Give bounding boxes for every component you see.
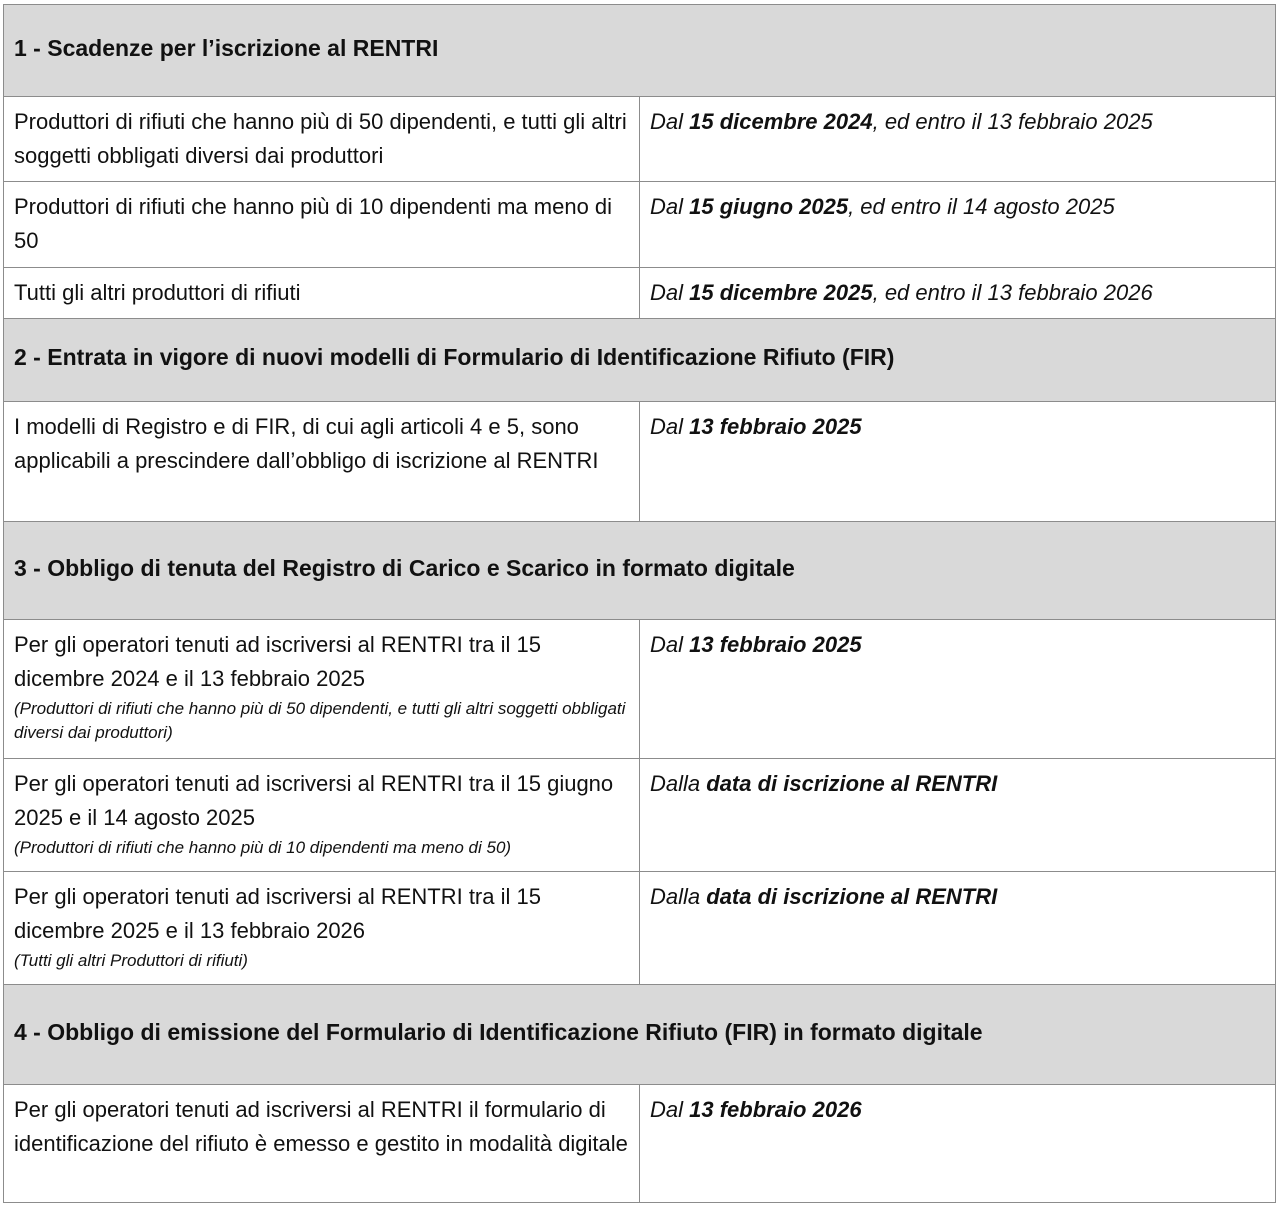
row-description: Tutti gli altri produttori di rifiuti [14,280,301,305]
table-row [4,268,1275,319]
row-date: Dal 15 dicembre 2024, ed entro il 13 febbraio 2025 [650,109,1153,134]
table-row [4,1085,1275,1202]
row-description: Per gli operatori tenuti ad iscriversi al RENTRI tra il 15 dicembre 2025 e il 13 febbraio 2026 (Tutti gli altri Produttori di rifiuti) [14,880,632,973]
row-description: Produttori di rifiuti che hanno più di 50 dipendenti, e tutti gli altri soggetti obbligati diversi dai produttori [14,109,627,168]
table-row [4,759,1275,872]
section-header [4,985,1275,1085]
row-date: Dal 13 febbraio 2025 [650,632,862,657]
row-date: Dal 13 febbraio 2026 [650,1097,862,1122]
row-description: Produttori di rifiuti che hanno più di 10 dipendenti ma meno di 50 [14,194,613,253]
section-title: 2 - Entrata in vigore di nuovi modelli di Formulario di Identificazione Rifiuto (FIR) [14,344,895,370]
row-note: (Produttori di rifiuti che hanno più di 50 dipendenti, e tutti gli altri soggetti obbligati diversi dai produttori) [14,699,626,742]
table-row [4,620,1275,759]
section-title: 1 - Scadenze per l’iscrizione al RENTRI [14,35,439,61]
row-description: Per gli operatori tenuti ad iscriversi al RENTRI il formulario di identificazione del rifiuto è emesso e gestito in modalità digitale [14,1097,628,1156]
row-date: Dalla data di iscrizione al RENTRI [650,884,998,909]
row-date: Dal 15 giugno 2025, ed entro il 14 agosto 2025 [650,194,1115,219]
section-title: 4 - Obbligo di emissione del Formulario di Identificazione Rifiuto (FIR) in formato digitale [14,1019,983,1045]
table-row [4,872,1275,985]
row-note: (Produttori di rifiuti che hanno più di 10 dipendenti ma meno di 50) [14,838,512,857]
row-description: I modelli di Registro e di FIR, di cui agli articoli 4 e 5, sono applicabili a prescindere dall’obbligo di iscrizione al RENTRI [14,414,599,473]
table-row [4,97,1275,182]
row-description: Per gli operatori tenuti ad iscriversi al RENTRI tra il 15 giugno 2025 e il 14 agosto 2025 (Produttori di rifiuti che hanno più di 10 dipendenti ma meno di 50) [14,767,632,860]
row-note: (Tutti gli altri Produttori di rifiuti) [14,951,248,970]
row-date: Dal 13 febbraio 2025 [650,414,862,439]
section-header [4,5,1275,97]
row-date: Dalla data di iscrizione al RENTRI [650,771,998,796]
table-row [4,402,1275,522]
row-description: Per gli operatori tenuti ad iscriversi al RENTRI tra il 15 dicembre 2024 e il 13 febbraio 2025 (Produttori di rifiuti che hanno più di 50 dipendenti, e tutti gli altri soggetti obbligati diversi dai produttori) [14,628,632,745]
row-date: Dal 15 dicembre 2025, ed entro il 13 febbraio 2026 [650,280,1153,305]
table-row [4,182,1275,268]
section-title: 3 - Obbligo di tenuta del Registro di Carico e Scarico in formato digitale [14,555,795,581]
deadlines-table [3,4,1276,1203]
section-header [4,319,1275,402]
section-header [4,522,1275,620]
